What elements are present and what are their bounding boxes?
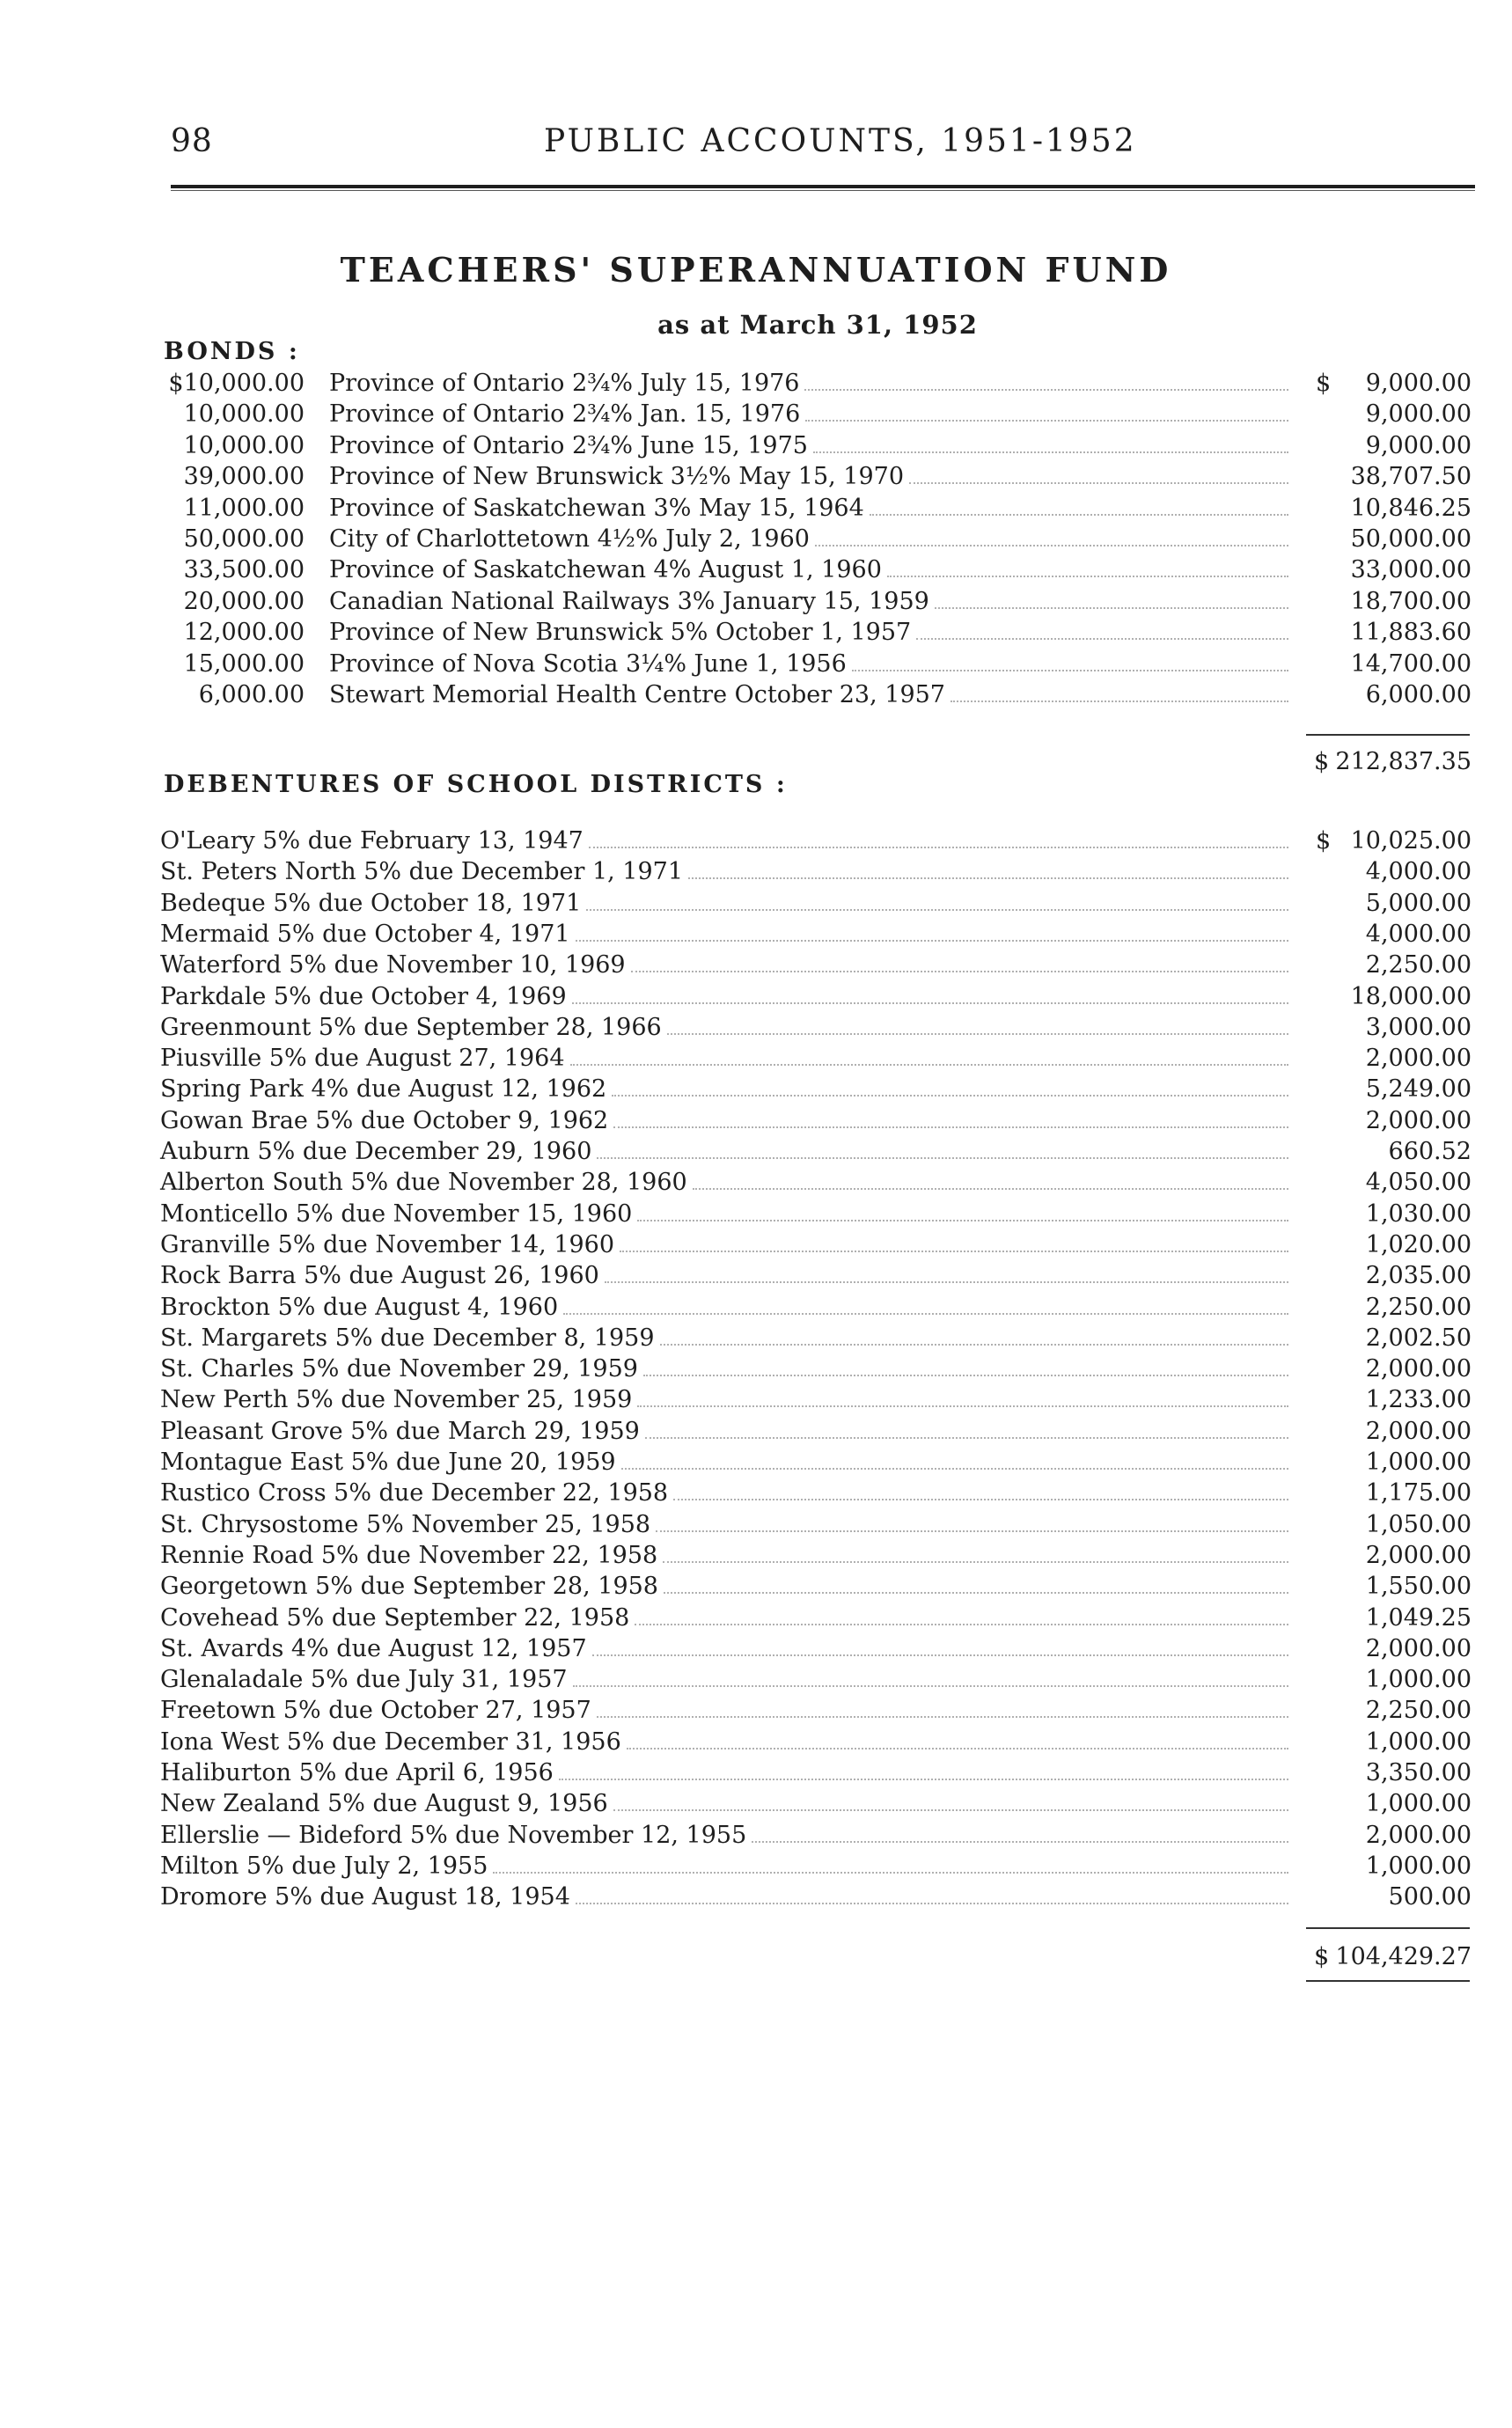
leader-dots: [664, 1592, 1288, 1594]
bond-row: [0, 525, 1512, 556]
debenture-row: [0, 1573, 1512, 1603]
debenture-description: O'Leary 5% due February 13, 1947: [160, 827, 584, 855]
debenture-row: [0, 1231, 1512, 1262]
bonds-total-dollar: $: [1314, 748, 1330, 775]
debenture-description: Ellerslie — Bideford 5% due November 12, 1955: [160, 1821, 747, 1849]
debenture-description-cell: [160, 1635, 1288, 1662]
leader-dots: [870, 514, 1288, 516]
leader-dots: [613, 1126, 1288, 1128]
debenture-description: Greenmount 5% due September 28, 1966: [160, 1013, 662, 1041]
debentures-total-rule: [1306, 1927, 1470, 1929]
debenture-description-cell: [160, 1138, 1288, 1165]
debenture-description-cell: [160, 1107, 1288, 1134]
debenture-description-cell: [160, 1014, 1288, 1041]
debenture-amount: 1,000.00: [1365, 1852, 1472, 1880]
debenture-row: [0, 1604, 1512, 1635]
debenture-amount: 1,000.00: [1365, 1790, 1472, 1818]
leader-dots: [813, 451, 1288, 453]
bond-description-cell: [329, 432, 1288, 459]
debenture-row: [0, 1386, 1512, 1417]
leader-dots: [805, 420, 1288, 422]
debenture-description-cell: [160, 890, 1288, 917]
debenture-amount: 4,000.00: [1365, 920, 1472, 948]
debenture-description-cell: [160, 1449, 1288, 1476]
debenture-row: [0, 1418, 1512, 1449]
debenture-description-cell: [160, 1324, 1288, 1352]
debenture-row: [0, 1666, 1512, 1697]
leader-dots: [597, 1716, 1288, 1718]
leader-dots: [570, 1064, 1288, 1066]
debenture-amount: 2,250.00: [1365, 951, 1472, 979]
debenture-amount: 1,000.00: [1365, 1449, 1472, 1476]
debenture-description-cell: [160, 1294, 1288, 1321]
debenture-row: [0, 1075, 1512, 1106]
debenture-row: [0, 1262, 1512, 1293]
bond-face-value: 20,000.00: [183, 587, 305, 615]
debenture-amount: 1,550.00: [1365, 1573, 1472, 1601]
debenture-description: Haliburton 5% due April 6, 1956: [160, 1759, 554, 1786]
bond-row: [0, 495, 1512, 525]
debenture-amount: 2,250.00: [1365, 1697, 1472, 1725]
debenture-description-cell: [160, 1511, 1288, 1538]
debenture-description: Dromore 5% due August 18, 1954: [160, 1883, 570, 1911]
leader-dots: [673, 1499, 1288, 1500]
leader-dots: [815, 545, 1288, 546]
bond-description: Canadian National Railways 3% January 15, 1959: [329, 587, 929, 615]
bond-row: [0, 681, 1512, 712]
debenture-amount: 500.00: [1388, 1883, 1472, 1911]
debenture-description: Waterford 5% due November 10, 1969: [160, 951, 626, 979]
bond-face-value: 50,000.00: [183, 525, 305, 553]
bond-face-value: 12,000.00: [183, 619, 305, 647]
bond-description: City of Charlottetown 4½% July 2, 1960: [329, 525, 810, 553]
bonds-total-rule: [1306, 734, 1470, 736]
debenture-amount: 2,000.00: [1365, 1106, 1472, 1134]
debentures-total-underline: [1306, 1980, 1470, 1982]
leader-dots: [605, 1281, 1288, 1283]
debenture-row: [0, 1635, 1512, 1666]
debenture-row: [0, 1014, 1512, 1045]
debenture-description-cell: [160, 1386, 1288, 1413]
leader-dots: [643, 1375, 1288, 1376]
debenture-amount: 1,030.00: [1365, 1199, 1472, 1228]
debenture-row: [0, 951, 1512, 982]
bond-face-value: 11,000.00: [183, 494, 305, 522]
debenture-amount: 3,350.00: [1365, 1759, 1472, 1786]
leader-dots: [667, 1033, 1288, 1035]
debenture-row: [0, 1479, 1512, 1510]
leader-dots: [576, 940, 1288, 942]
bond-face-value: 10,000.00: [183, 400, 305, 429]
debenture-description-cell: [160, 921, 1288, 948]
bond-description-cell: [329, 495, 1288, 522]
leader-dots: [660, 1344, 1288, 1346]
debenture-amount: 2,000.00: [1365, 1045, 1472, 1073]
debentures-total-dollar: $: [1314, 1942, 1330, 1970]
debenture-description-cell: [160, 1759, 1288, 1786]
leader-dots: [656, 1530, 1288, 1532]
bond-row: [0, 432, 1512, 463]
leader-dots: [916, 638, 1288, 640]
debenture-description-cell: [160, 1075, 1288, 1103]
debenture-description-cell: [160, 1262, 1288, 1289]
debenture-row: [0, 1200, 1512, 1231]
debenture-description-cell: [160, 1666, 1288, 1693]
leader-dots: [612, 1095, 1288, 1097]
debenture-amount: 2,002.50: [1365, 1324, 1472, 1352]
debenture-row: [0, 1138, 1512, 1169]
leader-dots: [576, 1903, 1288, 1904]
debenture-row: [0, 1883, 1512, 1914]
debenture-description-cell: [160, 1604, 1288, 1632]
bond-face-value: $10,000.00: [168, 370, 305, 397]
debenture-row: [0, 1852, 1512, 1883]
bond-amount: 9,000.00: [1365, 370, 1472, 397]
bond-amount: 10,846.25: [1350, 494, 1472, 522]
debenture-description: Auburn 5% due December 29, 1960: [160, 1138, 592, 1165]
bond-description-cell: [329, 650, 1288, 678]
leader-dots: [572, 1002, 1288, 1004]
leader-dots: [688, 877, 1288, 879]
bond-description: Province of Saskatchewan 4% August 1, 1960: [329, 556, 882, 584]
debenture-amount: 2,000.00: [1365, 1821, 1472, 1849]
debenture-row: [0, 1449, 1512, 1479]
bond-row: [0, 463, 1512, 494]
debenture-description: Monticello 5% due November 15, 1960: [160, 1199, 633, 1228]
page-title: TEACHERS' SUPERANNUATION FUND: [340, 250, 1172, 290]
leader-dots: [559, 1779, 1288, 1780]
debenture-row: [0, 1728, 1512, 1759]
leader-dots: [635, 1624, 1288, 1625]
leader-dots: [852, 670, 1288, 671]
debentures-total-amount: 104,429.27: [1335, 1942, 1472, 1970]
debenture-description: Milton 5% due July 2, 1955: [160, 1852, 488, 1880]
debenture-description: Alberton South 5% due November 28, 1960: [160, 1169, 687, 1197]
debenture-amount: 5,249.00: [1365, 1075, 1472, 1104]
debenture-description-cell: [160, 1790, 1288, 1817]
debenture-description-cell: [160, 1231, 1288, 1258]
debenture-amount: 5,000.00: [1365, 889, 1472, 917]
leader-dots: [804, 389, 1288, 391]
leader-dots: [951, 701, 1288, 702]
bond-amount: 9,000.00: [1365, 400, 1472, 429]
bond-amount: 18,700.00: [1350, 587, 1472, 615]
debenture-description-cell: [160, 1728, 1288, 1756]
leader-dots: [637, 1220, 1288, 1221]
debenture-description: Brockton 5% due August 4, 1960: [160, 1293, 559, 1321]
leader-dots: [631, 971, 1288, 972]
debenture-amount: 1,050.00: [1365, 1510, 1472, 1538]
debenture-description-cell: [160, 1418, 1288, 1445]
debenture-description: Pleasant Grove 5% due March 29, 1959: [160, 1417, 640, 1445]
debenture-description: St. Charles 5% due November 29, 1959: [160, 1355, 638, 1383]
debenture-row: [0, 1759, 1512, 1790]
bond-amount: 33,000.00: [1350, 556, 1472, 584]
leader-dots: [637, 1405, 1288, 1407]
leader-dots: [627, 1748, 1288, 1749]
bond-description: Province of Ontario 2¾% Jan. 15, 1976: [329, 400, 801, 429]
debenture-row: [0, 827, 1512, 858]
leader-dots: [645, 1437, 1288, 1439]
debenture-row: [0, 890, 1512, 921]
debenture-description: Rennie Road 5% due November 22, 1958: [160, 1541, 658, 1569]
debenture-description-cell: [160, 1883, 1288, 1911]
page-number: 98: [171, 123, 213, 159]
debenture-row: [0, 1511, 1512, 1542]
debenture-description-cell: [160, 1045, 1288, 1072]
bond-description: Stewart Memorial Health Centre October 23, 1957: [329, 681, 945, 708]
bond-dollar-sign: $: [1316, 370, 1332, 397]
bond-face-value: 33,500.00: [183, 556, 305, 584]
leader-dots: [493, 1872, 1288, 1874]
debenture-description: Covehead 5% due September 22, 1958: [160, 1603, 630, 1632]
debenture-description: St. Margarets 5% due December 8, 1959: [160, 1324, 655, 1352]
debenture-description-cell: [160, 1822, 1288, 1849]
debenture-amount: 1,233.00: [1365, 1386, 1472, 1414]
bond-row: [0, 400, 1512, 431]
debenture-amount: 2,250.00: [1365, 1293, 1472, 1321]
debenture-description-cell: [160, 983, 1288, 1010]
debenture-description: Piusville 5% due August 27, 1964: [160, 1045, 565, 1073]
debenture-row: [0, 983, 1512, 1014]
bond-description-cell: [329, 588, 1288, 615]
bond-face-value: 15,000.00: [183, 649, 305, 678]
debenture-amount: 3,000.00: [1365, 1013, 1472, 1041]
debenture-amount: 1,020.00: [1365, 1230, 1472, 1258]
debenture-description: Bedeque 5% due October 18, 1971: [160, 889, 582, 917]
bond-description-cell: [329, 370, 1288, 397]
bond-face-value: 39,000.00: [183, 463, 305, 491]
debenture-description: Rock Barra 5% due August 26, 1960: [160, 1262, 599, 1290]
bond-description: Province of New Brunswick 5% October 1, 1957: [329, 619, 912, 647]
debenture-amount: 1,175.00: [1365, 1479, 1472, 1507]
leader-dots: [592, 1654, 1288, 1656]
bond-row: [0, 650, 1512, 681]
debenture-description-cell: [160, 1697, 1288, 1724]
debenture-description: St. Chrysostome 5% November 25, 1958: [160, 1510, 651, 1538]
debenture-description: Iona West 5% due December 31, 1956: [160, 1727, 621, 1756]
bond-description: Province of Ontario 2¾% July 15, 1976: [329, 370, 800, 397]
leader-dots: [752, 1841, 1288, 1843]
debenture-description-cell: [160, 827, 1288, 855]
debenture-row: [0, 858, 1512, 889]
bond-description-cell: [329, 681, 1288, 708]
debenture-description-cell: [160, 1169, 1288, 1196]
debenture-row: [0, 1324, 1512, 1355]
debentures-heading: DEBENTURES OF SCHOOL DISTRICTS :: [164, 771, 788, 798]
leader-dots: [621, 1468, 1288, 1470]
bond-description-cell: [329, 525, 1288, 553]
debenture-row: [0, 1790, 1512, 1821]
debenture-row: [0, 1294, 1512, 1324]
debenture-description-cell: [160, 1355, 1288, 1383]
debenture-description-cell: [160, 1200, 1288, 1228]
bond-description: Province of New Brunswick 3½% May 15, 1970: [329, 463, 905, 491]
leader-dots: [589, 847, 1288, 848]
debenture-amount: 1,049.25: [1365, 1603, 1472, 1632]
debenture-row: [0, 1542, 1512, 1573]
debenture-row: [0, 1822, 1512, 1852]
debenture-description: St. Avards 4% due August 12, 1957: [160, 1634, 587, 1662]
leader-dots: [620, 1251, 1288, 1252]
leader-dots: [887, 576, 1288, 577]
debenture-amount: 1,000.00: [1365, 1727, 1472, 1756]
debenture-description: Mermaid 5% due October 4, 1971: [160, 920, 570, 948]
debenture-row: [0, 1045, 1512, 1075]
leader-dots: [663, 1561, 1288, 1563]
debenture-amount: 10,025.00: [1350, 827, 1472, 855]
leader-dots: [935, 607, 1288, 609]
bond-amount: 9,000.00: [1365, 431, 1472, 459]
debenture-row: [0, 1697, 1512, 1727]
debenture-amount: 4,050.00: [1365, 1169, 1472, 1197]
debenture-description: Spring Park 4% due August 12, 1962: [160, 1075, 607, 1104]
bond-description-cell: [329, 400, 1288, 428]
debenture-description: Parkdale 5% due October 4, 1969: [160, 982, 567, 1010]
debenture-description: Glenaladale 5% due July 31, 1957: [160, 1666, 568, 1694]
debenture-description: St. Peters North 5% due December 1, 1971: [160, 858, 684, 886]
bond-row: [0, 556, 1512, 587]
debenture-dollar-sign: $: [1316, 827, 1332, 855]
debenture-amount: 2,035.00: [1365, 1262, 1472, 1290]
running-title: PUBLIC ACCOUNTS, 1951-1952: [544, 123, 1137, 159]
bond-face-value: 6,000.00: [198, 681, 305, 708]
leader-dots: [613, 1809, 1288, 1811]
debenture-row: [0, 1355, 1512, 1386]
bond-description: Province of Ontario 2¾% June 15, 1975: [329, 431, 808, 459]
bond-amount: 11,883.60: [1350, 619, 1472, 647]
debenture-amount: 1,000.00: [1365, 1666, 1472, 1694]
bonds-total-amount: 212,837.35: [1335, 748, 1472, 775]
debenture-description: New Perth 5% due November 25, 1959: [160, 1386, 633, 1414]
debenture-description: Rustico Cross 5% due December 22, 1958: [160, 1479, 669, 1507]
debenture-description: Freetown 5% due October 27, 1957: [160, 1697, 591, 1725]
bond-row: [0, 619, 1512, 649]
debenture-description: Montague East 5% due June 20, 1959: [160, 1449, 616, 1476]
debenture-amount: 4,000.00: [1365, 858, 1472, 886]
debenture-amount: 2,000.00: [1365, 1355, 1472, 1383]
debenture-description: New Zealand 5% due August 9, 1956: [160, 1790, 608, 1818]
leader-dots: [909, 482, 1288, 484]
leader-dots: [563, 1313, 1288, 1315]
bond-amount: 6,000.00: [1365, 681, 1472, 708]
bond-description-cell: [329, 463, 1288, 490]
debenture-description: Gowan Brae 5% due October 9, 1962: [160, 1106, 609, 1134]
debenture-description-cell: [160, 1479, 1288, 1507]
debenture-row: [0, 921, 1512, 951]
debenture-description-cell: [160, 858, 1288, 885]
bond-description-cell: [329, 619, 1288, 646]
bond-description-cell: [329, 556, 1288, 583]
debenture-amount: 18,000.00: [1350, 982, 1472, 1010]
bond-row: [0, 588, 1512, 619]
debenture-description-cell: [160, 1542, 1288, 1569]
leader-dots: [693, 1188, 1288, 1190]
debenture-description: Georgetown 5% due September 28, 1958: [160, 1573, 658, 1601]
bond-amount: 50,000.00: [1350, 525, 1472, 553]
header-rule-thin: [171, 190, 1475, 191]
page-subtitle: as at March 31, 1952: [657, 310, 978, 340]
debenture-amount: 2,000.00: [1365, 1634, 1472, 1662]
leader-dots: [573, 1685, 1288, 1687]
leader-dots: [586, 909, 1288, 911]
debenture-description: Granville 5% due November 14, 1960: [160, 1230, 615, 1258]
header-rule: [171, 185, 1475, 188]
bond-row: [0, 370, 1512, 400]
leader-dots: [597, 1157, 1288, 1159]
bond-amount: 38,707.50: [1350, 463, 1472, 491]
debenture-description-cell: [160, 1852, 1288, 1880]
bonds-heading: BONDS :: [164, 338, 300, 365]
debenture-row: [0, 1169, 1512, 1199]
debenture-description-cell: [160, 951, 1288, 979]
bond-face-value: 10,000.00: [183, 431, 305, 459]
bond-amount: 14,700.00: [1350, 649, 1472, 678]
debenture-amount: 2,000.00: [1365, 1541, 1472, 1569]
bond-description: Province of Nova Scotia 3¼% June 1, 1956: [329, 649, 847, 678]
debenture-row: [0, 1107, 1512, 1138]
debenture-amount: 660.52: [1388, 1138, 1472, 1165]
debenture-amount: 2,000.00: [1365, 1417, 1472, 1445]
bond-description: Province of Saskatchewan 3% May 15, 1964: [329, 494, 864, 522]
debenture-description-cell: [160, 1573, 1288, 1600]
